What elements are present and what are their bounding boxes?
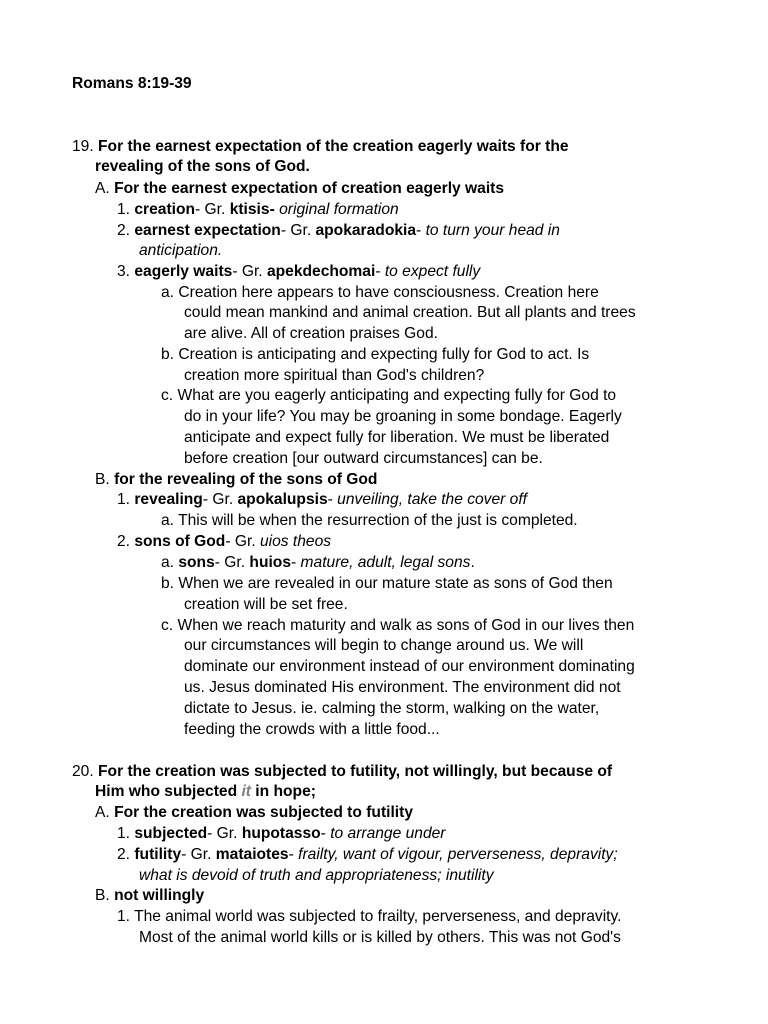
- note-19-B1-a: [161, 511, 578, 531]
- definition: original formation: [279, 201, 399, 218]
- note-19-B2-b: [161, 574, 613, 594]
- note-text: What are you eagerly anticipating and expecting fully for God to: [177, 387, 617, 404]
- note-marker: c.: [161, 387, 174, 404]
- note-text-cont: dictate to Jesus. ie. calming the storm, walking on the water,: [184, 700, 600, 717]
- note-text: Creation is anticipating and expecting fully for God to act. Is: [178, 346, 590, 363]
- item-marker: 1.: [117, 491, 131, 508]
- word-study-creation: [117, 200, 399, 220]
- item-marker: 1.: [117, 825, 131, 842]
- note-19-A-a: [161, 283, 599, 303]
- period: .: [470, 554, 475, 571]
- greek-prefix: - Gr.: [202, 491, 238, 508]
- verse-19-text: For the earnest expectation of the creation eagerly waits for the: [98, 138, 569, 155]
- outline-19-A: [95, 179, 504, 199]
- item-marker: 3.: [117, 263, 131, 280]
- definition: frailty, want of vigour, perverseness, depravity;: [298, 846, 618, 863]
- word-study-futility: [117, 845, 618, 865]
- term: futility: [134, 846, 182, 863]
- note-marker: b.: [161, 346, 175, 363]
- note-19-A-c: [161, 386, 616, 406]
- definition: uios theos: [259, 533, 332, 550]
- verse-20-number: 20.: [72, 763, 94, 780]
- outline-marker: B.: [95, 887, 110, 904]
- word-study-earnest-expectation: [117, 221, 560, 241]
- term: earnest expectation: [134, 222, 281, 239]
- note-text-cont: Most of the animal world kills or is killed by others. This was not God's: [139, 929, 621, 946]
- note-20-B-1: [117, 907, 621, 927]
- definition: to turn your head in: [425, 222, 560, 239]
- note-text-cont: us. Jesus dominated His environment. The environment did not: [184, 679, 621, 696]
- note-marker: a.: [161, 554, 175, 571]
- outline-heading: For the earnest expectation of creation eagerly waits: [114, 180, 505, 197]
- greek-prefix: - Gr.: [214, 554, 250, 571]
- note-text: When we reach maturity and walk as sons of God in our lives then: [177, 617, 635, 634]
- note-19-B2-a: [161, 553, 475, 573]
- separator: -: [320, 825, 331, 842]
- note-marker: a.: [161, 284, 175, 301]
- outline-marker: A.: [95, 180, 110, 197]
- note-marker: c.: [161, 617, 174, 634]
- note-text-cont: our circumstances will begin to change around us. We will: [184, 637, 584, 654]
- greek-word: ktisis-: [229, 201, 275, 218]
- greek-prefix: - Gr.: [225, 533, 260, 550]
- word-study-eagerly-waits: [117, 262, 480, 282]
- definition: mature, adult, legal sons: [300, 554, 471, 571]
- separator: -: [416, 222, 426, 239]
- item-marker: 1.: [117, 201, 131, 218]
- item-marker: 2.: [117, 533, 131, 550]
- separator: -: [288, 846, 299, 863]
- greek-word: apokaradokia: [315, 222, 417, 239]
- note-19-B2-c: [161, 616, 634, 636]
- outline-heading: not willingly: [114, 887, 205, 904]
- term: subjected: [134, 825, 208, 842]
- verse-text: in hope;: [250, 783, 316, 800]
- term: sons: [178, 554, 215, 571]
- italic-supplied-word: it: [241, 783, 251, 800]
- term: sons of God: [134, 533, 226, 550]
- definition-cont: anticipation.: [139, 242, 223, 259]
- definition: unveiling, take the cover off: [337, 491, 528, 508]
- note-marker: a.: [161, 512, 175, 529]
- verse-20-heading: [72, 762, 612, 782]
- definition: to expect fully: [384, 263, 481, 280]
- note-text-cont: anticipate and expect fully for liberation. We must be liberated: [184, 429, 610, 446]
- outline-heading: For the creation was subjected to futility: [114, 804, 414, 821]
- note-text-cont: creation more spiritual than God's children?: [184, 367, 485, 384]
- separator: -: [327, 491, 338, 508]
- separator: -: [291, 554, 301, 571]
- definition: to arrange under: [330, 825, 446, 842]
- word-study-revealing: [117, 490, 527, 510]
- note-text-cont: dominate our environment instead of our environment dominating: [184, 658, 635, 675]
- outline-marker: A.: [95, 804, 110, 821]
- outline-20-B: [95, 886, 204, 906]
- note-text: Creation here appears to have consciousness. Creation here: [178, 284, 599, 301]
- greek-word: apekdechomai: [266, 263, 376, 280]
- note-text-cont: feeding the crowds with a little food...: [184, 721, 440, 738]
- note-text: This will be when the resurrection of the just is completed.: [178, 512, 578, 529]
- note-text: The animal world was subjected to frailty, perverseness, and depravity.: [134, 908, 622, 925]
- verse-text: Him who subjected: [95, 783, 242, 800]
- greek-word: hupotasso: [241, 825, 321, 842]
- note-text-cont: before creation [our outward circumstances] can be.: [184, 450, 543, 467]
- note-text-cont: could mean mankind and animal creation. But all plants and trees: [184, 304, 636, 321]
- greek-prefix: - Gr.: [181, 846, 216, 863]
- outline-heading: for the revealing of the sons of God: [114, 471, 378, 488]
- greek-word: apokalupsis: [237, 491, 328, 508]
- word-study-subjected: [117, 824, 446, 844]
- verse-19-text-cont: revealing of the sons of God.: [95, 158, 310, 175]
- verse-19-number: 19.: [72, 138, 94, 155]
- term: eagerly waits: [134, 263, 233, 280]
- greek-prefix: - Gr.: [207, 825, 242, 842]
- item-marker: 2.: [117, 222, 131, 239]
- greek-prefix: - Gr.: [280, 222, 316, 239]
- note-text-cont: creation will be set free.: [184, 596, 348, 613]
- note-19-A-b: [161, 345, 589, 365]
- term: revealing: [134, 491, 203, 508]
- verse-20-text: For the creation was subjected to futility, not willingly, but because of: [98, 763, 613, 780]
- separator: -: [375, 263, 385, 280]
- outline-marker: B.: [95, 471, 110, 488]
- item-marker: 2.: [117, 846, 131, 863]
- word-study-sons-of-god: [117, 532, 331, 552]
- term: creation: [134, 201, 196, 218]
- outline-20-A: [95, 803, 413, 823]
- outline-19-B: [95, 470, 377, 490]
- greek-prefix: - Gr.: [232, 263, 267, 280]
- note-text-cont: are alive. All of creation praises God.: [184, 325, 438, 342]
- note-text: When we are revealed in our mature state as sons of God then: [178, 575, 613, 592]
- item-marker: 1.: [117, 908, 131, 925]
- greek-prefix: - Gr.: [195, 201, 230, 218]
- note-marker: b.: [161, 575, 175, 592]
- greek-word: huios: [249, 554, 292, 571]
- document-title: Romans 8:19-39: [72, 75, 192, 92]
- verse-19-heading: [72, 137, 569, 157]
- greek-word: mataiotes: [215, 846, 289, 863]
- definition-cont: what is devoid of truth and appropriateness; inutility: [139, 867, 494, 884]
- note-text-cont: do in your life? You may be groaning in some bondage. Eagerly: [184, 408, 622, 425]
- verse-20-text-cont: [95, 782, 316, 802]
